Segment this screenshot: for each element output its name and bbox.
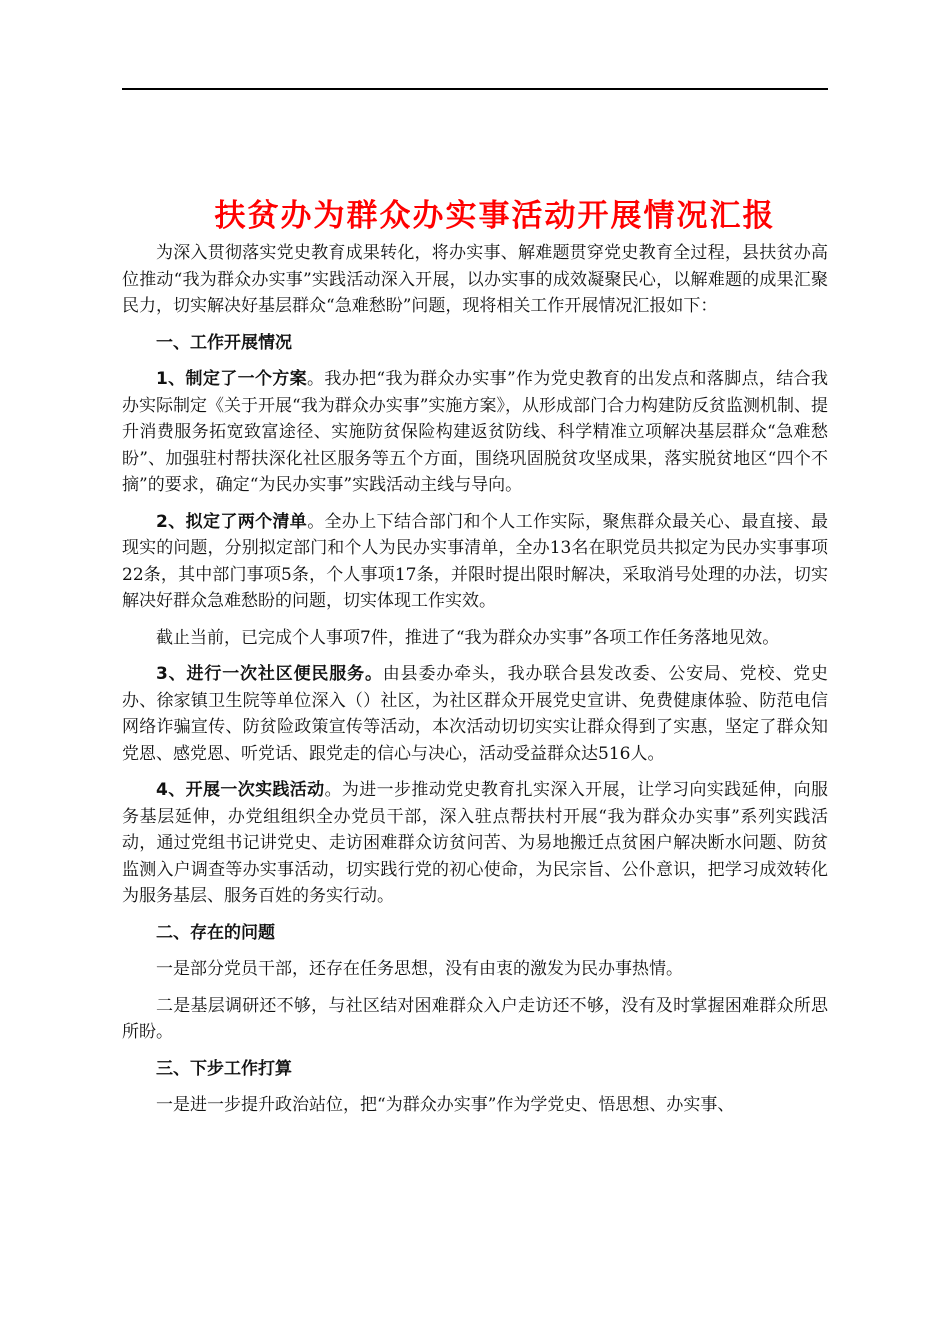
item-3-paragraph xyxy=(122,661,828,767)
plan-paragraph-1: 一是进一步提升政治站位，把“为群众办实事”作为学党史、悟思想、办实事、 xyxy=(156,1095,735,1115)
section-heading-3: 三、下步工作打算 xyxy=(156,1058,292,1079)
item-1-paragraph xyxy=(122,366,828,499)
item-2-lead: 2、拟定了两个清单 xyxy=(156,511,308,532)
document-title: 扶贫办为群众办实事活动开展情况汇报 xyxy=(214,198,776,234)
problem-paragraph-2: 二是基层调研还不够，与社区结对困难群众入户走访还不够，没有及时掌握困难群众所思所盼。 xyxy=(122,995,828,1042)
item-4-paragraph xyxy=(122,777,828,910)
item-1-text: 。我办把“我为群众办实事”作为党史教育的出发点和落脚点，结合我办实际制定《关于开展“我为群众办实事”实施方案》，从形成部门合力构建防反贫监测机制、提升消费服务拓宽致富途径、实施防贫保险构建返贫防线、科学精准立项解决基层群众“急难愁盼”、加强驻村帮扶深化社区服务等五个方面，围绕巩固脱贫攻坚成果，落实脱贫地区“四个不摘”的要求，确定“为民办实事”实践活动主线与导向。 xyxy=(122,369,828,495)
item-3-lead: 3、进行一次社区便民服务。 xyxy=(156,664,383,684)
document-body xyxy=(122,240,828,1129)
item-4-text: 。为进一步推动党史教育扎实深入开展，让学习向实践延伸，向服务基层延伸，办党组组织全办党员干部，深入驻点帮扶村开展“我为群众办实事”系列实践活动，通过党组书记讲党史、走访困难群众访贫问苦、为易地搬迁点贫困户解决断水问题、防贫监测入户调查等办实事活动，切实践行党的初心使命，为民宗旨、公仆意识，把学习成效转化为服务基层、服务百姓的务实行动。 xyxy=(122,780,828,906)
problem-paragraph-1: 一是部分党员干部，还存在任务思想，没有由衷的激发为民办事热情。 xyxy=(156,959,683,979)
header-rule xyxy=(122,88,828,90)
item-2-text: 。全办上下结合部门和个人工作实际，聚焦群众最关心、最直接、最现实的问题，分别拟定部门和个人为民办实事清单，全办13名在职党员共拟定为民办实事事项22条，其中部门事项5条，个人事项17条，并限时提出限时解决，采取消号处理的办法，切实解决好群众急难愁盼的问题，切实体现工作实效。 xyxy=(122,511,828,611)
item-4-lead: 4、开展一次实践活动 xyxy=(156,780,325,800)
item-2-followup: 截止当前，已完成个人事项7件，推进了“我为群众办实事”各项工作任务落地见效。 xyxy=(156,627,780,648)
item-1-lead: 1、制定了一个方案 xyxy=(156,369,308,389)
section-heading-1: 一、工作开展情况 xyxy=(156,332,292,353)
intro-paragraph: 为深入贯彻落实党史教育成果转化，将办实事、解难题贯穿党史教育全过程，县扶贫办高位推动“我为群众办实事”实践活动深入开展，以办实事的成效凝聚民心，以解难题的成果汇聚民力，切实解决好基层群众“急难愁盼”问题，现将相关工作开展情况汇报如下： xyxy=(122,243,828,316)
item-2-paragraph xyxy=(122,509,828,615)
section-heading-2: 二、存在的问题 xyxy=(156,922,275,943)
item-3-text: 由县委办牵头，我办联合县发改委、公安局、党校、党史办、徐家镇卫生院等单位深入（）社区，为社区群众开展党史宣讲、免费健康体验、防范电信网络诈骗宣传、防贫险政策宣传等活动，本次活动切切实实让群众得到了实惠，坚定了群众知党恩、感党恩、听党话、跟党走的信心与决心，活动受益群众达516人。 xyxy=(122,664,828,764)
